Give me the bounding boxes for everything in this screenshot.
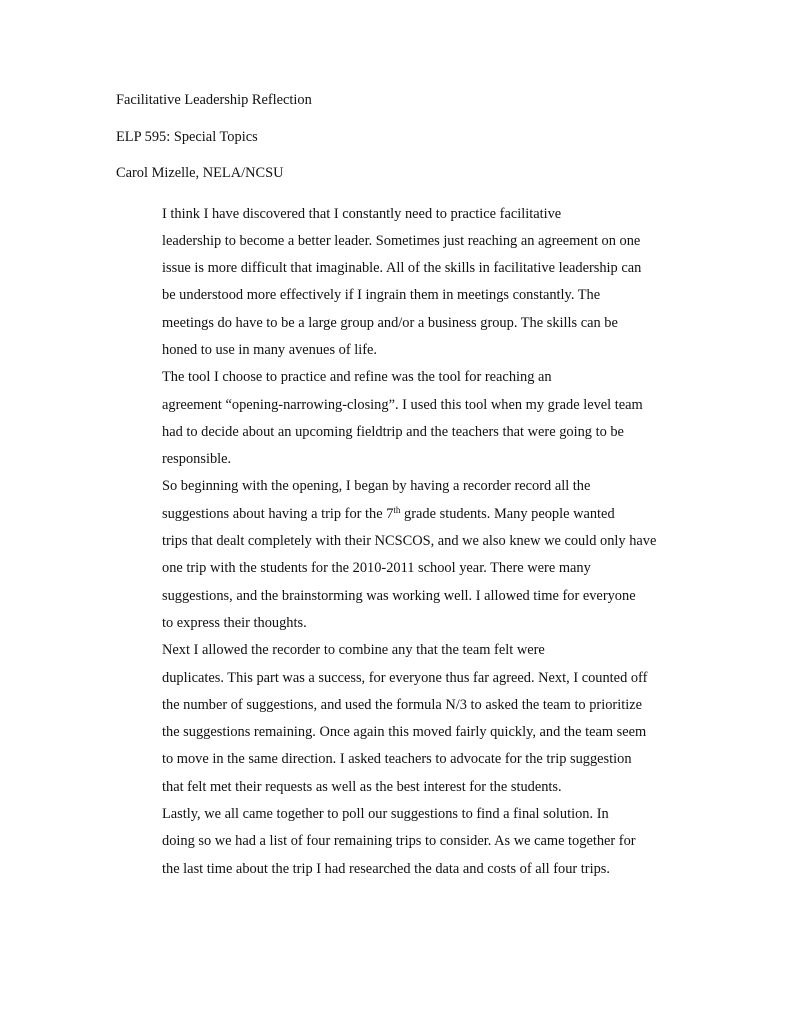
- text-line: that felt met their requests as well as the best interest for the students.: [162, 778, 562, 795]
- text-line: to move in the same direction. I asked teachers to advocate for the trip suggestion: [162, 751, 632, 768]
- text-line: So beginning with the opening, I began by having a recorder record all the: [162, 478, 591, 495]
- text-line: the number of suggestions, and used the formula N/3 to asked the team to prioritize: [162, 696, 642, 713]
- text-fragment: grade students. Many people wanted: [400, 505, 615, 522]
- text-line-with-superscript: [116, 501, 676, 528]
- text-line: agreement “opening-narrowing-closing”. I used this tool when my grade level team: [162, 396, 643, 413]
- text-line: Lastly, we all came together to poll our suggestions to find a final solution. In: [162, 806, 609, 823]
- text-line: meetings do have to be a large group and/or a business group. The skills can be: [162, 314, 618, 331]
- document-body: [116, 201, 676, 883]
- text-line: the last time about the trip I had researched the data and costs of all four trips.: [162, 860, 610, 877]
- text-fragment: suggestions about having a trip for the 7: [162, 505, 394, 522]
- text-line: leadership to become a better leader. Sometimes just reaching an agreement on one: [162, 232, 641, 249]
- course-name: ELP 595: Special Topics: [116, 128, 258, 145]
- author-line: Carol Mizelle, NELA/NCSU: [116, 165, 284, 181]
- document-content: [116, 91, 676, 883]
- text-line: doing so we had a list of four remaining trips to consider. As we came together for: [162, 833, 636, 850]
- text-line: one trip with the students for the 2010-2011 school year. There were many: [162, 560, 591, 577]
- text-line: honed to use in many avenues of life.: [162, 341, 378, 358]
- paragraph-2: [116, 364, 676, 473]
- text-line: the suggestions remaining. Once again this moved fairly quickly, and the team seem: [162, 724, 647, 741]
- paragraph-3: [116, 473, 676, 637]
- paragraph-4: [116, 637, 676, 801]
- text-line: be understood more effectively if I ingrain them in meetings constantly. The: [162, 287, 601, 304]
- text-line: had to decide about an upcoming fieldtrip and the teachers that were going to be: [162, 423, 624, 440]
- text-line: trips that dealt completely with their NCSCOS, and we also knew we could only have: [162, 533, 657, 550]
- text-line: suggestions, and the brainstorming was working well. I allowed time for everyone: [162, 587, 636, 604]
- paragraph-1: [116, 201, 676, 365]
- paragraph-5: [116, 801, 676, 883]
- text-line: Next I allowed the recorder to combine any that the team felt were: [162, 642, 545, 659]
- text-line: The tool I choose to practice and refine was the tool for reaching an: [162, 369, 552, 386]
- text-line: to express their thoughts.: [162, 614, 307, 631]
- text-line: I think I have discovered that I constantly need to practice facilitative: [162, 205, 562, 222]
- document-title: Facilitative Leadership Reflection: [116, 92, 312, 108]
- text-line: issue is more difficult that imaginable. All of the skills in facilitative leadership can: [162, 260, 642, 277]
- text-line: duplicates. This part was a success, for everyone thus far agreed. Next, I counted off: [162, 669, 648, 686]
- ordinal-superscript: th: [393, 504, 401, 515]
- text-line: responsible.: [162, 451, 232, 468]
